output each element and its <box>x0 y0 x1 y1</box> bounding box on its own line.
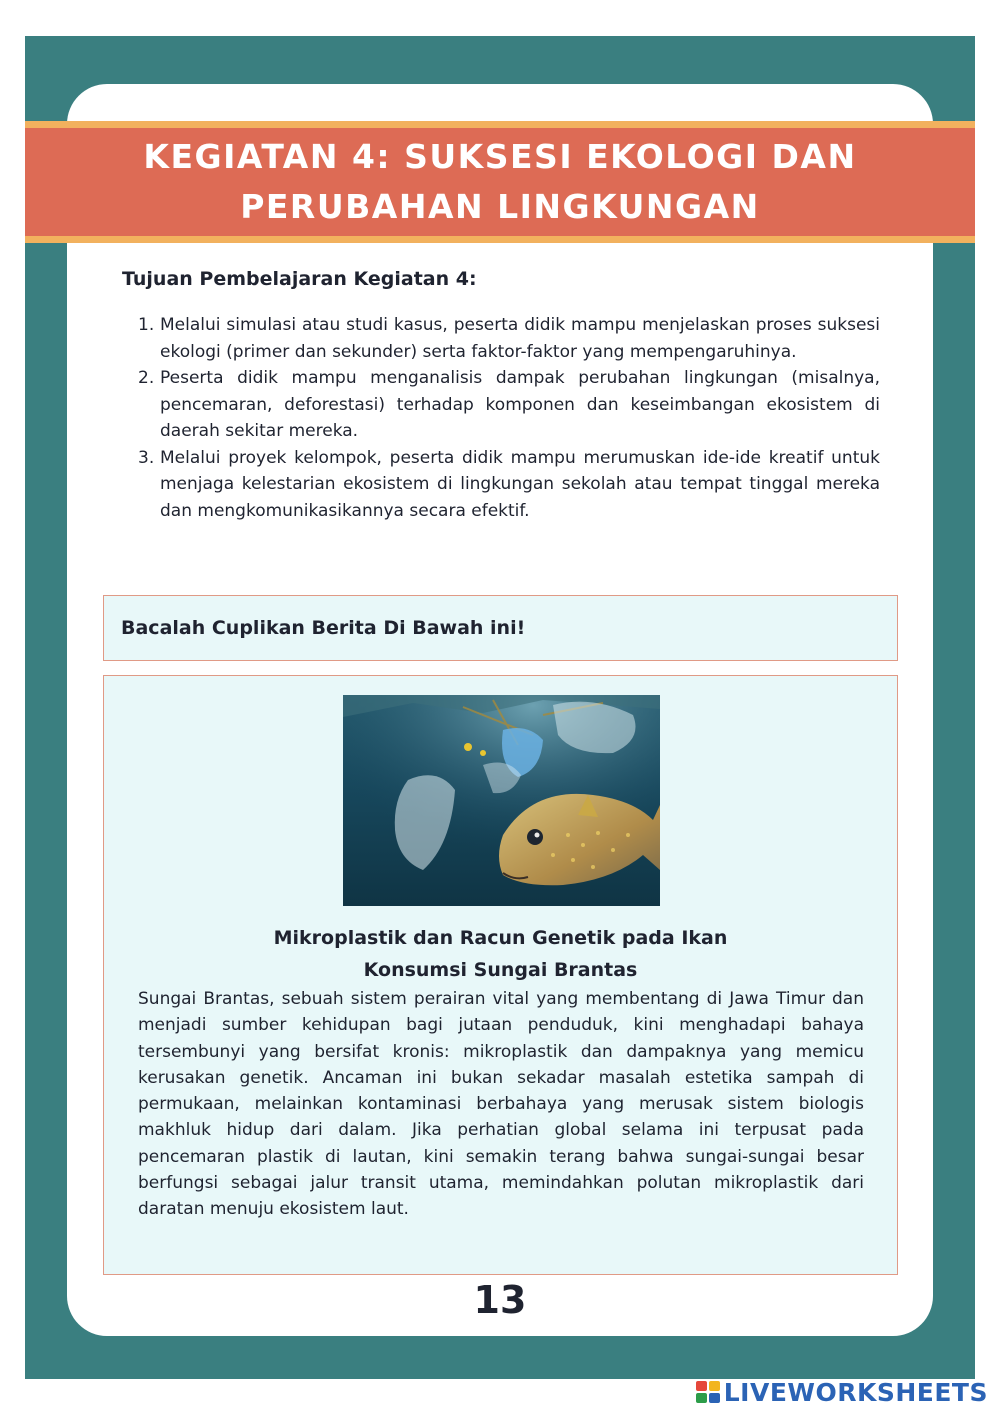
liveworksheets-logo-icon <box>696 1381 720 1403</box>
liveworksheets-watermark <box>696 1377 988 1407</box>
objectives-list <box>138 312 880 524</box>
objective-item <box>138 312 880 365</box>
activity-title <box>143 132 856 232</box>
news-title-line1: Mikroplastik dan Racun Genetik pada Ikan <box>273 927 728 949</box>
fish-plastic-photo <box>343 695 660 906</box>
objective-number: 2. <box>138 368 155 388</box>
objective-item <box>138 445 880 525</box>
objective-text: Peserta didik mampu menganalisis dampak perubahan lingkungan (misalnya, pencemaran, deforestasi) terhadap komponen dan keseimbangan ekosistem di daerah sekitar mereka. <box>160 368 880 441</box>
objective-text: Melalui proyek kelompok, peserta didik mampu merumuskan ide-ide kreatif untuk menjaga kelestarian ekosistem di lingkungan sekolah atau tempat tinggal mereka dan mengkomunikasikannya secara efektif. <box>160 447 880 521</box>
activity-title-line1: KEGIATAN 4: SUKSESI EKOLOGI DAN <box>143 137 857 176</box>
news-excerpt-box <box>103 675 898 1275</box>
news-body: Sungai Brantas, sebuah sistem perairan vital yang membentang di Jawa Timur dan menjadi sumber kehidupan bagi jutaan penduduk, kini menghadapi bahaya tersembunyi yang bersifat kronis: mikroplastik dan dampaknya yang memicu kerusakan genetik. Ancaman ini bukan sekadar masalah estetika sampah di permukaan, melainkan kontaminasi berbahaya yang merusak sistem biologis makhluk hidup dari dalam. Jika perhatian global selama ini terpusat pada pencemaran plastik di lautan, kini semakin terang bahwa sungai-sungai besar berfungsi sebagai jalur transit utama, memindahkan polutan mikroplastik dari daratan menuju ekosistem laut. <box>138 989 864 1220</box>
fish-plastic-illustration <box>343 695 660 906</box>
objectives-heading: Tujuan Pembelajaran Kegiatan 4: <box>122 268 477 290</box>
objective-text: Melalui simulasi atau studi kasus, peserta didik mampu menjelaskan proses suksesi ekologi (primer dan sekunder) serta faktor-faktor yang mempengaruhinya. <box>160 315 880 362</box>
objective-number: 1. <box>138 315 155 335</box>
read-prompt-box <box>103 595 898 661</box>
read-prompt-text: Bacalah Cuplikan Berita Di Bawah ini! <box>121 617 526 639</box>
activity-title-line2: PERUBAHAN LINGKUNGAN <box>240 187 760 226</box>
news-title-line2: Konsumsi Sungai Brantas <box>363 959 638 981</box>
objective-item <box>138 365 880 445</box>
news-title <box>104 922 897 986</box>
page-number: 13 <box>473 1278 527 1322</box>
liveworksheets-wordmark: LIVEWORKSHEETS <box>723 1377 988 1407</box>
activity-banner <box>25 121 975 243</box>
objective-number: 3. <box>138 447 155 468</box>
